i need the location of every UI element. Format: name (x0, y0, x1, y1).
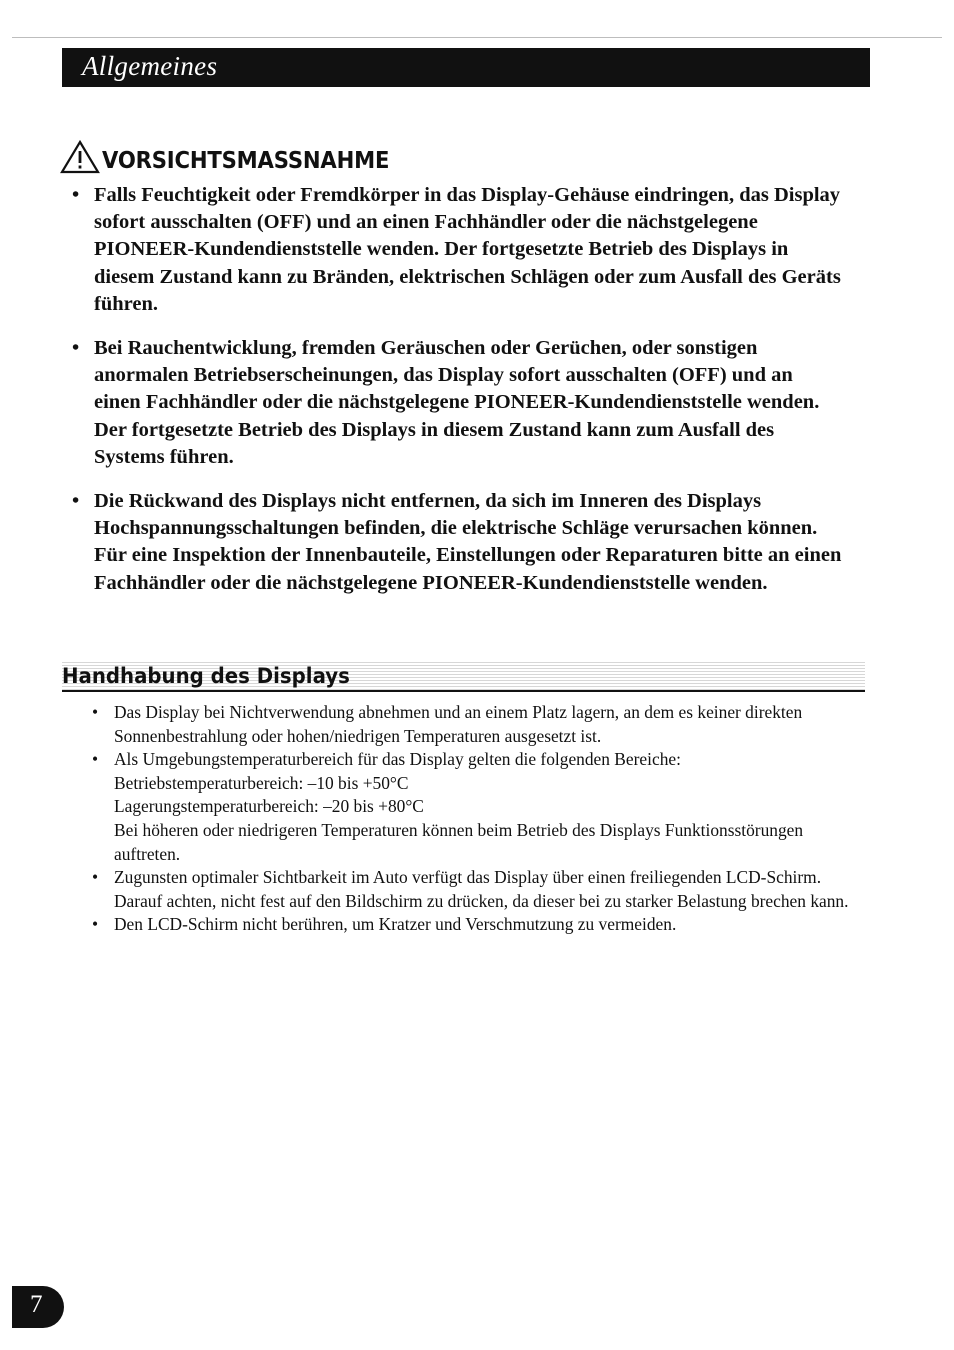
caution-item-text: Die Rückwand des Displays nicht entfernen, da sich im Inneren des Displays Hochspannungsschaltungen befinden, die elektrische Schläge verursachen können. Für eine Inspektion der Innenbauteile, Einstellungen oder Reparaturen bitte an einen Fachhändler oder die nächstgelegene PIONEER-Kundendienststelle wenden. (94, 490, 842, 594)
caution-item (72, 335, 842, 471)
bullet: • (92, 867, 99, 888)
caution-item-text: Bei Rauchentwicklung, fremden Geräuschen oder Gerüchen, oder sonstigen anormalen Betriebserscheinungen, das Display sofort ausschalten (OFF) und an einen Fachhändler oder die nächstgelegene PIONEER-Kundendienststelle wenden. Der fortgesetzte Betrieb des Displays in diesem Zustand kann zum Ausfall des Systems führen. (94, 337, 820, 468)
bullet: • (92, 749, 99, 770)
handling-item (92, 701, 852, 748)
handling-title: Handhabung des Displays (62, 664, 350, 688)
bullet: • (72, 184, 80, 206)
bullet: • (92, 914, 99, 935)
bullet: • (72, 337, 80, 360)
page-number: 7 (30, 1291, 43, 1318)
caution-item (72, 182, 842, 318)
handling-item-text: Den LCD-Schirm nicht berühren, um Kratzer und Verschmutzung zu vermeiden. (114, 914, 677, 935)
section-banner (62, 48, 870, 87)
operating-temperature-range: Betriebstemperaturbereich: –10 bis +50°C (114, 772, 409, 793)
handling-item (92, 748, 852, 866)
temperature-note: Bei höheren oder niedrigeren Temperaturen können beim Betrieb des Displays Funktionsstörungen auftreten. (114, 819, 804, 864)
caution-item (72, 488, 842, 597)
handling-item-text: Zugunsten optimaler Sichtbarkeit im Auto verfügt das Display über einen freiliegenden LCD-Schirm. Darauf achten, nicht fest auf den Bildschirm zu drücken, da dieser bei zu starker Belastung brechen kann. (114, 867, 849, 911)
caution-item-text: Falls Feuchtigkeit oder Fremdkörper in das Display-Gehäuse eindringen, das Display sofort ausschalten (OFF) und an einen Fachhändler oder die nächstgelegene PIONEER-Kundendienststelle wenden. Der fortgesetzte Betrieb des Displays in diesem Zustand kann zu Bränden, elektrischen Schlägen oder zum Ausfall des Geräts führen. (94, 184, 841, 315)
handling-heading (62, 660, 865, 690)
caution-title: VORSICHTSMASSNAHME (102, 148, 390, 174)
bullet: • (72, 490, 80, 513)
top-rule (12, 37, 942, 38)
caution-list (72, 182, 842, 614)
bullet: • (92, 702, 99, 722)
storage-temperature-range: Lagerungstemperaturbereich: –20 bis +80°C (114, 796, 424, 817)
page-number-tab (12, 1286, 64, 1328)
warning-triangle-icon (60, 140, 100, 174)
handling-item-text: Als Umgebungstemperaturbereich für das Display gelten die folgenden Bereiche: (114, 749, 681, 770)
handling-rule (62, 690, 865, 692)
handling-item (92, 913, 852, 937)
handling-item (92, 866, 852, 913)
handling-item-text: Das Display bei Nichtverwendung abnehmen und an einem Platz lagern, an dem es keiner direkten Sonnenbestrahlung oder hohen/niedrigen Temperaturen ausgesetzt ist. (114, 702, 803, 746)
section-title: Allgemeines (82, 51, 218, 81)
caution-heading (60, 138, 414, 174)
handling-list (92, 701, 852, 937)
